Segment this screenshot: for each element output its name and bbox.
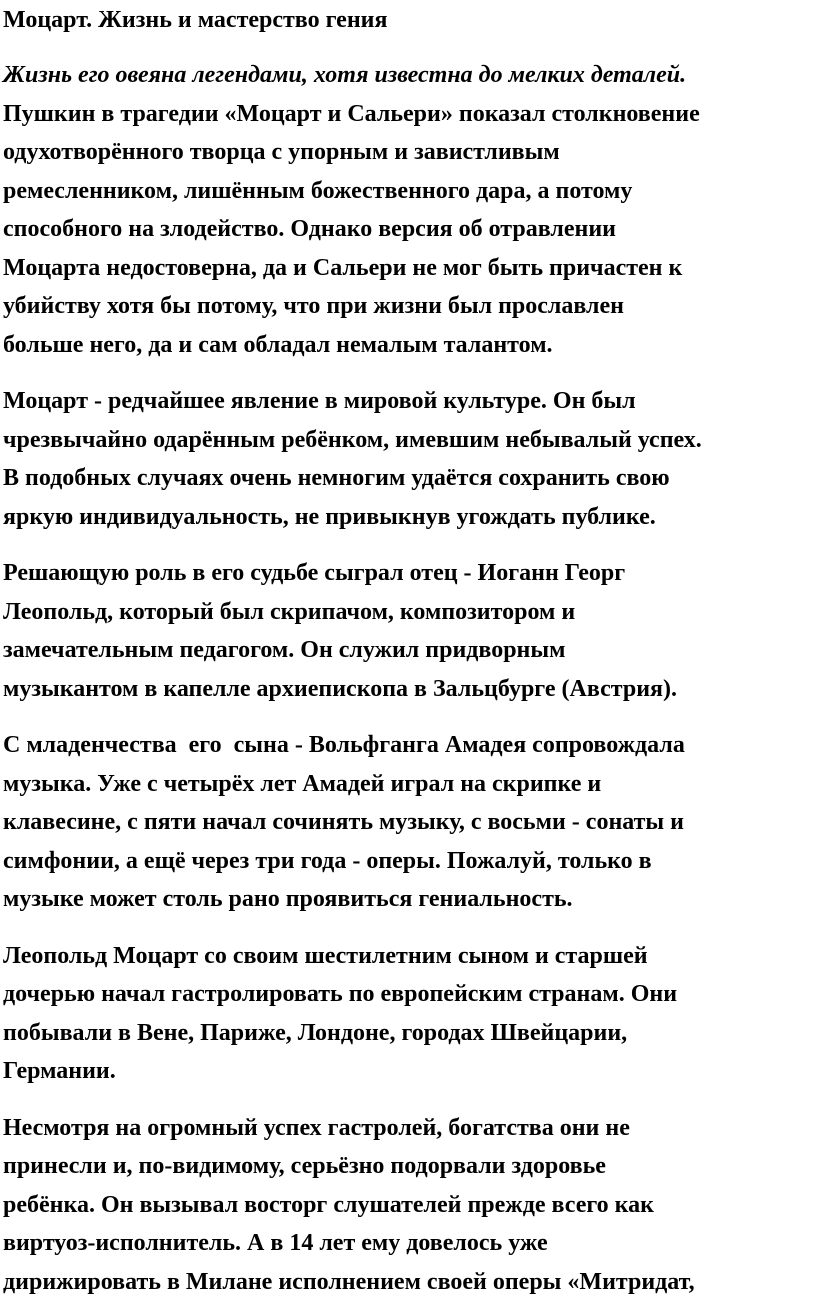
paragraph-line: ремесленником, лишённым божественного дара, а потому	[3, 172, 816, 211]
paragraph-line: убийству хотя бы потому, что при жизни был прославлен	[3, 287, 816, 326]
paragraph-line: симфонии, а ещё через три года - оперы. Пожалуй, только в	[3, 842, 816, 881]
document-title	[3, 2, 816, 38]
paragraph-line: клавесине, с пяти начал сочинять музыку, с восьми - сонаты и	[3, 803, 816, 842]
paragraph-success	[3, 1109, 816, 1301]
paragraph-line: дочерью начал гастролировать по европейским странам. Они	[3, 975, 816, 1014]
document-page	[3, 0, 816, 1269]
paragraph-childhood	[3, 726, 816, 919]
paragraph-father	[3, 554, 816, 708]
paragraph-line: ребёнка. Он вызывал восторг слушателей прежде всего как	[3, 1186, 816, 1225]
paragraph-phenomenon	[3, 382, 816, 536]
paragraph-line: одухотворённого творца с упорным и завистливым	[3, 133, 816, 172]
paragraph-line: замечательным педагогом. Он служил придворным	[3, 631, 816, 670]
paragraph-line: Моцарта недостоверна, да и Сальери не мог быть причастен к	[3, 249, 816, 288]
paragraph-line: музыкантом в капелле архиепископа в Зальцбурге (Австрия).	[3, 670, 816, 709]
paragraph-line: чрезвычайно одарённым ребёнком, имевшим небывалый успех.	[3, 421, 816, 460]
paragraph-line: больше него, да и сам обладал немалым талантом.	[3, 326, 816, 365]
paragraph-line: дирижировать в Милане исполнением своей оперы «Митридат,	[3, 1263, 816, 1301]
paragraph-line: музыке может столь рано проявиться гениальность.	[3, 880, 816, 919]
paragraph-line: В подобных случаях очень немногим удаётся сохранить свою	[3, 459, 816, 498]
paragraph-line: Несмотря на огромный успех гастролей, богатства они не	[3, 1109, 816, 1148]
paragraph-line: Пушкин в трагедии «Моцарт и Сальери» показал столкновение	[3, 95, 816, 134]
paragraph-line: Леопольд Моцарт со своим шестилетним сыном и старшей	[3, 937, 816, 976]
paragraph-line: яркую индивидуальность, не привыкнув угождать публике.	[3, 498, 816, 537]
paragraph-line: способного на злодейство. Однако версия об отравлении	[3, 210, 816, 249]
paragraph-line: С младенчества его сына - Вольфганга Амадея сопровождала	[3, 726, 816, 765]
paragraph-line: Решающую роль в его судьбе сыграл отец - Иоганн Георг	[3, 554, 816, 593]
paragraph-line: Германии.	[3, 1052, 816, 1091]
paragraph-line: побывали в Вене, Париже, Лондоне, городах Швейцарии,	[3, 1014, 816, 1053]
paragraph-line: виртуоз-исполнитель. А в 14 лет ему довелось уже	[3, 1224, 816, 1263]
paragraph-line: Жизнь его овеяна легендами, хотя известна до мелких деталей.	[3, 56, 816, 95]
paragraph-tours	[3, 937, 816, 1091]
paragraph-legends	[3, 56, 816, 364]
title-text: Моцарт. Жизнь и мастерство гения	[3, 2, 816, 38]
paragraph-line: принесли и, по-видимому, серьёзно подорвали здоровье	[3, 1147, 816, 1186]
paragraph-line: Моцарт - редчайшее явление в мировой культуре. Он был	[3, 382, 816, 421]
paragraph-line: Леопольд, который был скрипачом, композитором и	[3, 593, 816, 632]
paragraph-line: музыка. Уже с четырёх лет Амадей играл на скрипке и	[3, 765, 816, 804]
